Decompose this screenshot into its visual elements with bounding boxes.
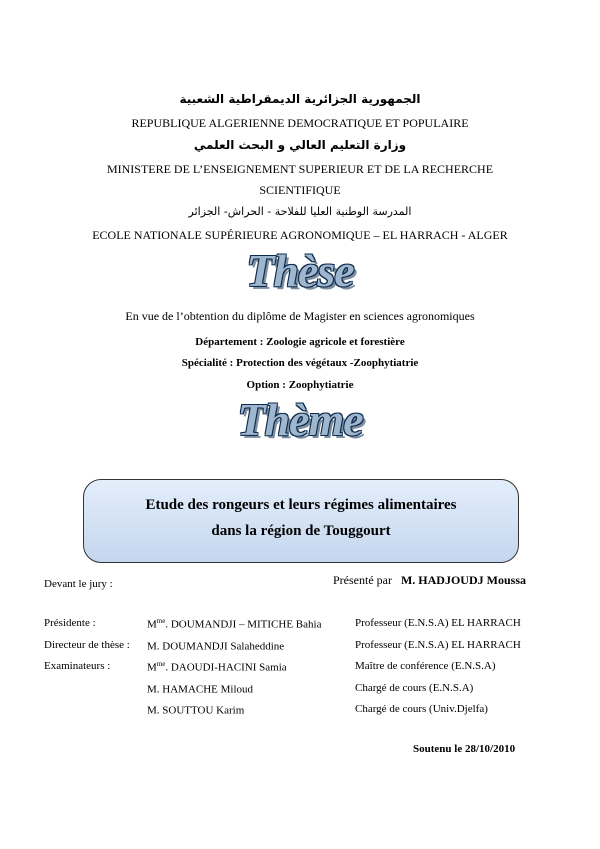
jury-member-name xyxy=(147,639,284,653)
name-text: M. DOUMANDJI Salaheddine xyxy=(147,640,285,653)
jury-role: Directeur de thèse : xyxy=(44,639,130,651)
subject-box xyxy=(83,479,519,563)
jury-member-title: Chargé de cours (E.N.S.A) xyxy=(355,682,474,694)
school-heading: ECOLE NATIONALE SUPÉRIEURE AGRONOMIQUE – EL HARRACH - ALGER xyxy=(92,228,508,242)
jury-member-title: Chargé de cours (Univ.Djelfa) xyxy=(355,703,488,715)
theme-title: Thème xyxy=(237,394,363,445)
option: Option : Zoophytiatrie xyxy=(246,379,354,391)
subject-line-2: dans la région de Touggourt xyxy=(211,523,391,539)
soutenu-date: Soutenu le 28/10/2010 xyxy=(413,743,516,755)
name-text: M. SOUTTOU Karim xyxy=(147,704,245,717)
name-text: . DOUMANDJI – MITICHE Bahia xyxy=(165,618,322,631)
these-title: Thèse xyxy=(246,245,354,296)
jury-member-title: Professeur (E.N.S.A) EL HARRACH xyxy=(355,617,521,629)
jury-member-name xyxy=(147,660,287,674)
jury-member-name xyxy=(147,617,321,631)
name-superscript: me xyxy=(156,617,166,625)
jury-role: Présidente : xyxy=(44,617,96,629)
jury-member-title: Maître de conférence (E.N.S.A) xyxy=(355,660,496,672)
jury-member-name xyxy=(147,703,244,717)
presente-name: M. HADJOUDJ Moussa xyxy=(400,573,526,587)
presente-label: Présenté par xyxy=(333,573,392,587)
republic-heading: REPUBLIQUE ALGERIENNE DEMOCRATIQUE ET POPULAIRE xyxy=(131,116,469,130)
name-prefix: M xyxy=(147,661,157,674)
devant-le-jury: Devant le jury : xyxy=(44,578,113,590)
specialite: Spécialité : Protection des végétaux -Zoophytiatrie xyxy=(181,357,419,369)
jury-member-title: Professeur (E.N.S.A) EL HARRACH xyxy=(355,639,521,651)
name-prefix: M xyxy=(147,618,157,631)
name-text: . DAOUDI-HACINI Samia xyxy=(165,661,287,674)
jury-member-name xyxy=(147,682,253,696)
presente-par xyxy=(333,573,526,588)
departement: Département : Zoologie agricole et forestière xyxy=(195,336,405,348)
ministry-line-1: MINISTERE DE L’ENSEIGNEMENT SUPERIEUR ET DE LA RECHERCHE xyxy=(106,162,494,176)
obtention-line: En vue de l’obtention du diplôme de Magister en sciences agronomiques xyxy=(125,309,475,323)
name-text: M. HAMACHE Miloud xyxy=(147,683,254,696)
jury-role: Examinateurs : xyxy=(44,660,111,672)
arabic-ministry: وزارة التعليم العالي و البحث العلمي xyxy=(193,138,407,152)
subject-line-1: Etude des rongeurs et leurs régimes alimentaires xyxy=(145,497,457,513)
ministry-line-2: SCIENTIFIQUE xyxy=(259,183,341,197)
name-superscript: me xyxy=(156,660,166,668)
arabic-republic: الجمهورية الجزائرية الديمقراطية الشعبية xyxy=(179,92,421,106)
arabic-school: المدرسة الوطنية العليا للفلاحة - الحراش- الجزائر xyxy=(188,205,412,218)
